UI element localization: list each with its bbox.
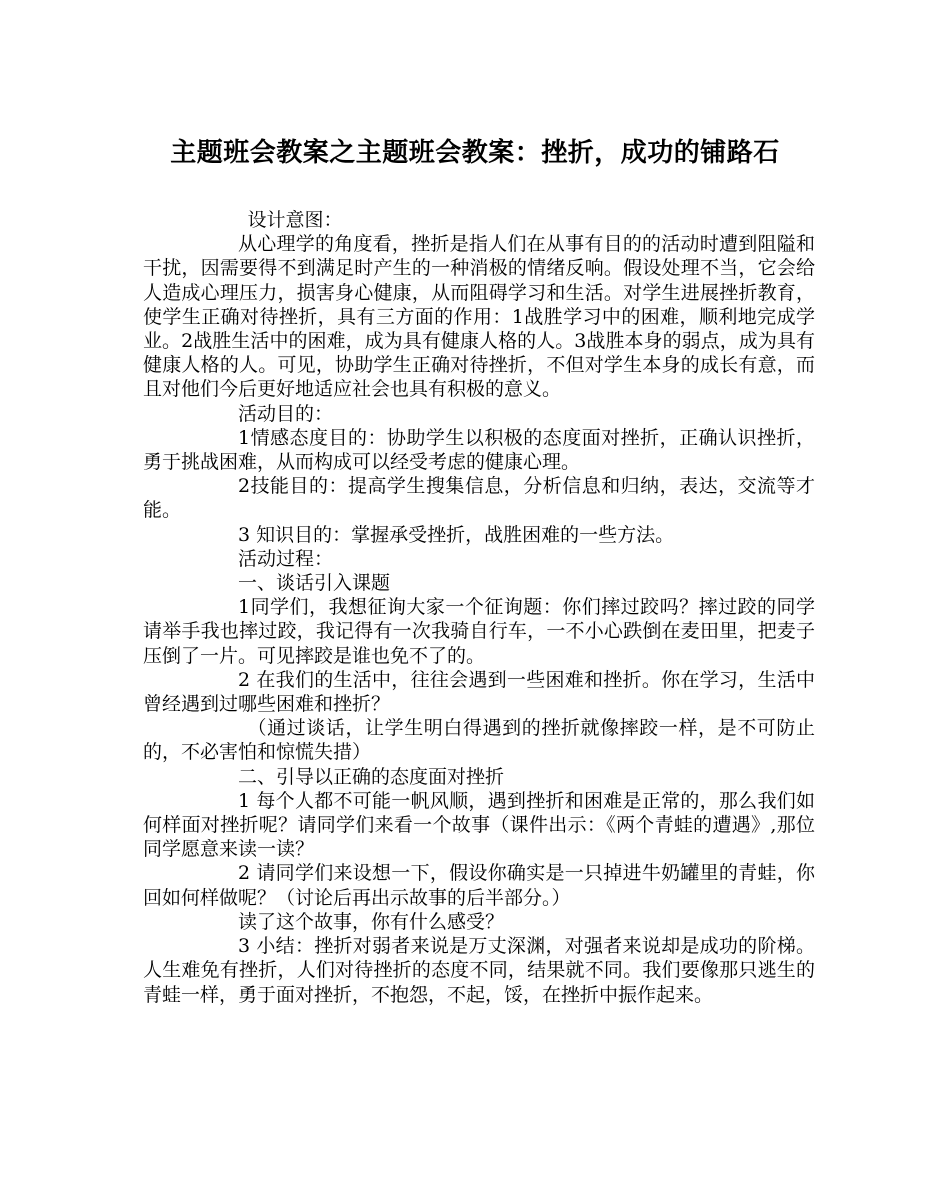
paragraph-activity-process-heading: 活动过程： — [238, 547, 334, 570]
paragraph-step-2-question: 读了这个故事，你有什么感受？ — [238, 910, 505, 933]
paragraph-goal-knowledge: 3 知识目的：掌握承受挫折，战胜困难的一些方法。 — [238, 523, 675, 546]
paragraph-step-1-1: 1同学们，我想征询大家一个征询题：你们摔过跤吗？摔过跤的同学请举手我也摔过跤，我记得有一次我骑自行车，一不小心跌倒在麦田里，把麦子压倒了一片。可见摔跤是谁也免不了的。 — [143, 596, 815, 667]
paragraph-step-1-2: 2 在我们的生活中，往往会遇到一些困难和挫折。你在学习，生活中曾经遇到过哪些困难和挫折？ — [143, 668, 815, 716]
document-title: 主题班会教案之主题班会教案：挫折，成功的铺路石 — [170, 138, 780, 168]
paragraph-goal-skill: 2技能目的：提高学生搜集信息，分析信息和归纳，表达，交流等才能。 — [143, 475, 815, 522]
paragraph-step-1-note: （通过谈话，让学生明白得遇到的挫折就像摔跤一样，是不可防止的，不必害怕和惊慌失措） — [143, 717, 815, 764]
section-heading-1: 一、谈话引入课题 — [238, 572, 391, 595]
paragraph-step-2-summary: 3 小结：挫折对弱者来说是万丈深渊，对强者来说却是成功的阶梯。人生难免有挫折，人们对待挫折的态度不同，结果就不同。我们要像那只逃生的青蛙一样，勇于面对挫折，不抱怨，不起，馁，在挫折中振作起来。 — [143, 935, 815, 1006]
paragraph-design-intent: 从心理学的角度看，挫折是指人们在从事有目的的活动时遭到阻隘和干扰，因需要得不到满足时产生的一种消极的情绪反响。假设处理不当，它会给人造成心理压力，损害身心健康，从而阻碍学习和生活。对学生进展挫折教育，使学生正确对待挫折，具有三方面的作用：1战胜学习中的困难，顺利地完成学业。2战胜生活中的困难，成为具有健康人格的人。3战胜本身的弱点，成为具有健康人格的人。可见，协助学生正确对待挫折，不但对学生本身的成长有意，而且对他们今后更好地适应社会也具有积极的意义。 — [143, 233, 815, 401]
document-body — [143, 208, 815, 1007]
paragraph-design-intent-heading: 设计意图： — [247, 209, 343, 231]
paragraph-step-2-1: 1 每个人都不可能一帆风顺，遇到挫折和困难是正常的，那么我们如何样面对挫折呢？请同学们来看一个故事（课件出示：《两个青蛙的遭遇》,那位同学愿意来读一读？ — [143, 789, 815, 861]
section-heading-2: 二、引导以正确的态度面对挫折 — [238, 765, 505, 788]
paragraph-step-2-2: 2 请同学们来设想一下，假设你确实是一只掉进牛奶罐里的青蛙，你回如何样做呢？（讨论后再出示故事的后半部分。） — [143, 862, 815, 909]
paragraph-activity-goals-heading: 活动目的： — [238, 402, 334, 425]
paragraph-goal-emotion: 1情感态度目的：协助学生以积极的态度面对挫折，正确认识挫折，勇于挑战困难，从而构成可以经受考虑的健康心理。 — [143, 426, 815, 474]
